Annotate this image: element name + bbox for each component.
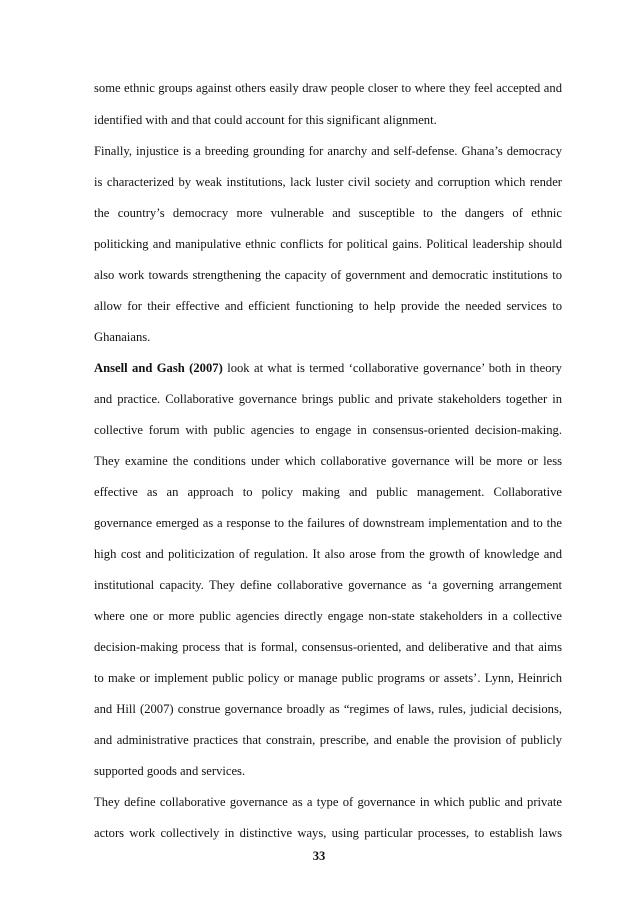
text-line: effective as an approach to policy making and public management. Collaborative [94,485,562,499]
text-line: supported goods and services. [94,764,246,778]
text-line: also work towards strengthening the capacity of government and democratic institutions to [94,268,562,282]
text-line: high cost and politicization of regulation. It also arose from the growth of knowledge and [94,547,562,561]
text-line: and Hill (2007) construe governance broadly as “regimes of laws, rules, judicial decisions, [94,702,562,716]
text-line: Ghanaians. [94,330,151,344]
text-line: They define collaborative governance as a type of governance in which public and private [94,795,562,809]
text-line: politicking and manipulative ethnic conflicts for political gains. Political leadership should [94,237,562,251]
text-line: collective forum with public agencies to engage in consensus-oriented decision-making. [94,423,562,437]
text-line: and practice. Collaborative governance brings public and private stakeholders together in [94,392,562,406]
text-run: look at what is termed ‘collaborative governance’ both in theory [222,361,562,375]
citation-bold: Ansell and Gash (2007) [94,361,223,375]
text-line: to make or implement public policy or manage public programs or assets’. Lynn, Heinrich [94,671,562,685]
text-line: institutional capacity. They define collaborative governance as ‘a governing arrangement [94,578,562,592]
text-line: actors work collectively in distinctive ways, using particular processes, to establish laws [94,826,562,840]
text-line: and administrative practices that constrain, prescribe, and enable the provision of publicly [94,733,562,747]
text-line: Finally, injustice is a breeding grounding for anarchy and self-defense. Ghana’s democracy [94,144,562,158]
text-line: some ethnic groups against others easily draw people closer to where they feel accepted and [94,81,562,95]
text-line: decision-making process that is formal, consensus-oriented, and deliberative and that aims [94,640,562,654]
text-line: is characterized by weak institutions, lack luster civil society and corruption which render [94,175,562,189]
text-line: the country’s democracy more vulnerable and susceptible to the dangers of ethnic [94,206,562,220]
text-line: where one or more public agencies directly engage non-state stakeholders in a collective [94,609,562,623]
text-line-with-citation [94,360,562,376]
text-line: allow for their effective and efficient functioning to help provide the needed services to [94,299,562,313]
text-line: identified with and that could account for this significant alignment. [94,113,437,127]
text-line: They examine the conditions under which collaborative governance will be more or less [94,454,562,468]
text-line: governance emerged as a response to the failures of downstream implementation and to the [94,516,562,530]
page-number: 33 [312,849,326,863]
